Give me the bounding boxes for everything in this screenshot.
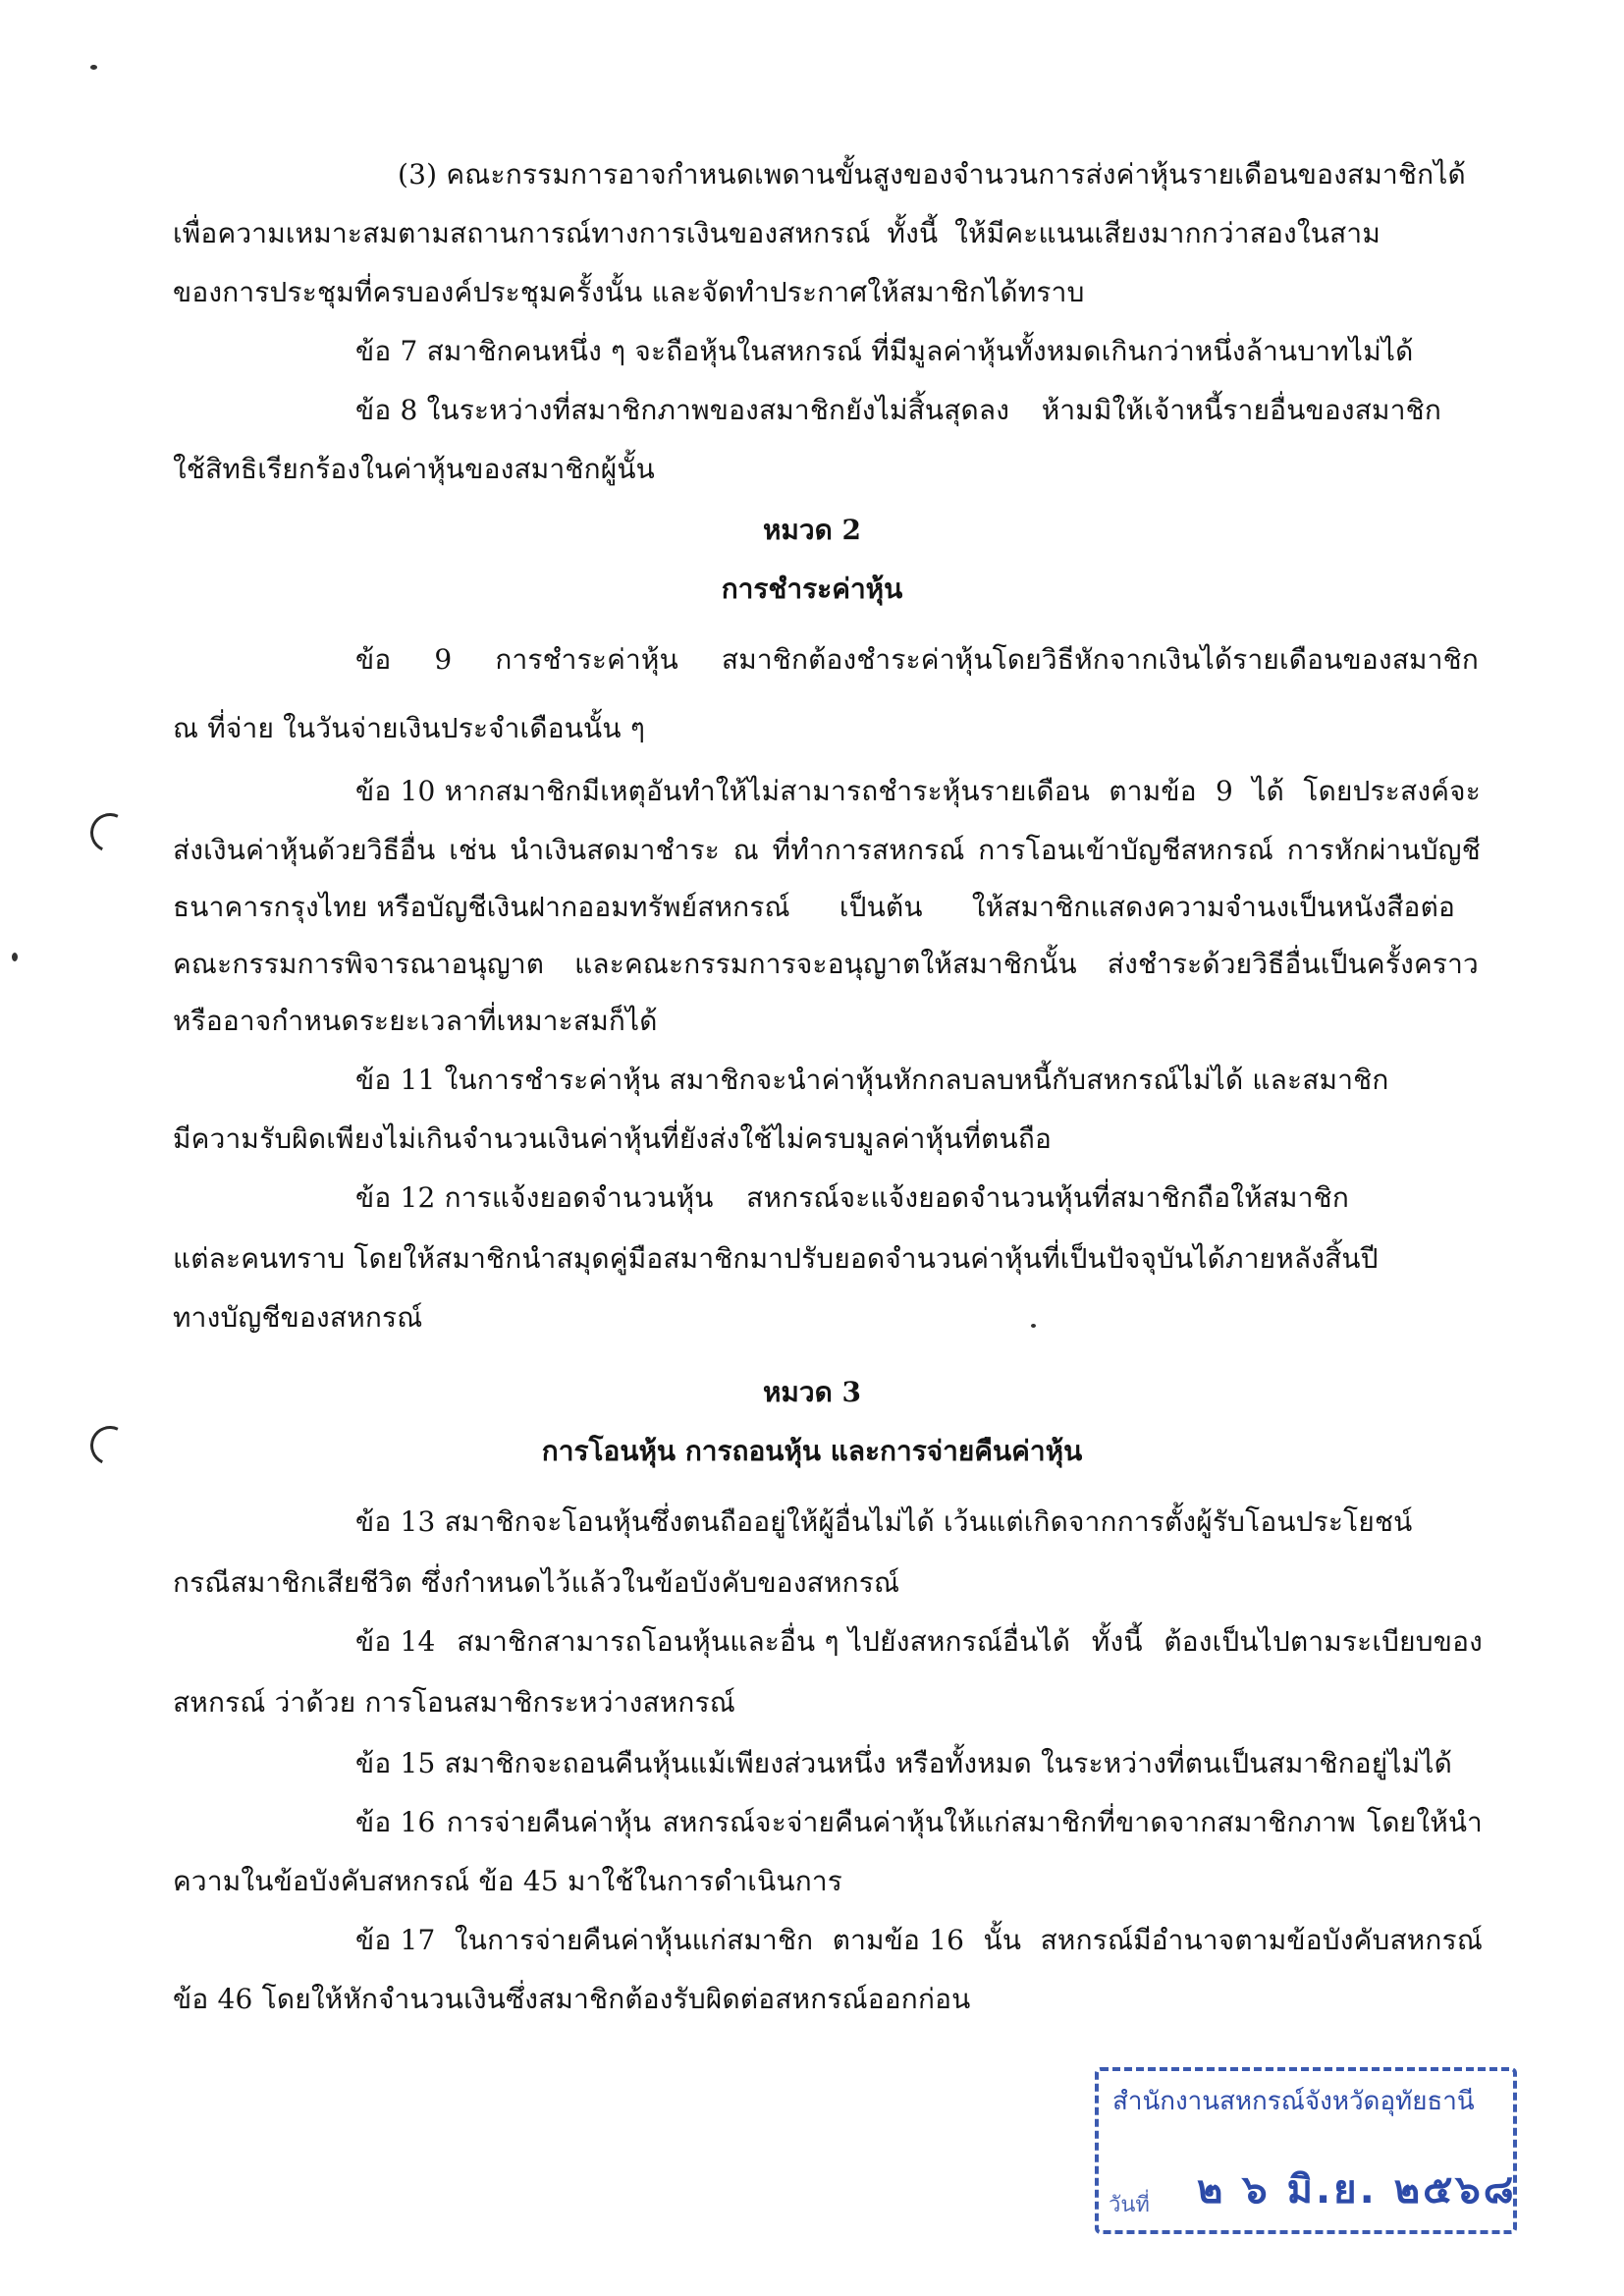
article-10-segment: เช่น — [449, 834, 497, 866]
para-7-3-segment: ให้มีคะแนนเสียงมากกว่าสองในสาม — [954, 217, 1380, 249]
article-10-line-5: หรืออาจกำหนดระยะเวลาที่เหมาะสมก็ได้ — [173, 1005, 658, 1037]
article-10-segment: ได้ — [1252, 775, 1285, 807]
article-8-line-1 — [355, 391, 1441, 430]
article-10-segment: และคณะกรรมการจะอนุญาตให้สมาชิกนั้น — [574, 948, 1077, 980]
article-8-segment: ข้อ 8 ในระหว่างที่สมาชิกภาพของสมาชิกยังไม่สิ้นสุดลง — [355, 394, 1010, 426]
article-9-line-2: ณ ที่จ่าย ในวันจ่ายเงินประจำเดือนนั้น ๆ — [173, 712, 646, 744]
chapter-3-number: หมวด 3 — [762, 1376, 862, 1408]
chapter-2-number: หมวด 2 — [762, 514, 862, 546]
article-17-segment: สหกรณ์มีอำนาจตามข้อบังคับสหกรณ์ — [1040, 1924, 1483, 1956]
article-10-line-3 — [173, 888, 1455, 927]
article-14-segment: ทั้งนี้ — [1091, 1625, 1143, 1658]
article-12-segment: ข้อ 12 การแจ้งยอดจำนวนหุ้น — [355, 1181, 714, 1214]
scan-speck — [12, 953, 18, 961]
article-12-segment: สหกรณ์จะแจ้งยอดจำนวนหุ้นที่สมาชิกถือให้สมาชิก — [746, 1181, 1349, 1214]
article-8-line-2: ใช้สิทธิเรียกร้องในค่าหุ้นของสมาชิกผู้นั้น — [173, 453, 656, 485]
scan-speck — [90, 65, 97, 70]
article-16-segment: โดยให้นำ — [1367, 1806, 1483, 1838]
article-14-segment: ข้อ 14 — [355, 1625, 436, 1658]
chapter-2-title: การชำระค่าหุ้น — [721, 573, 903, 605]
para-7-3-line-2 — [173, 214, 1380, 253]
article-17-line-1 — [355, 1921, 1483, 1960]
article-10-segment: การโอนเข้าบัญชีสหกรณ์ — [978, 834, 1273, 866]
stamp-office-name: สำนักงานสหกรณ์จังหวัดอุทัยธานี — [1112, 2087, 1475, 2116]
article-9-segment: 9 — [434, 643, 453, 676]
article-11-line-2: มีความรับผิดเพียงไม่เกินจำนวนเงินค่าหุ้นที่ยังส่งใช้ไม่ครบมูลค่าหุ้นที่ตนถือ — [173, 1122, 1053, 1155]
article-8-segment: ห้ามมิให้เจ้าหนี้รายอื่นของสมาชิก — [1041, 394, 1441, 426]
article-14-segment: สมาชิกสามารถโอนหุ้นและอื่น ๆ ไปยังสหกรณ์อื่นได้ — [457, 1625, 1071, 1658]
article-10-segment: ที่ทำการสหกรณ์ — [772, 834, 965, 866]
article-10-segment: เป็นต้น — [839, 891, 923, 923]
article-10-segment: ส่งชำระด้วยวิธีอื่นเป็นครั้งคราว — [1107, 948, 1479, 980]
article-10-segment: ให้สมาชิกแสดงความจำนงเป็นหนังสือต่อ — [971, 891, 1455, 923]
article-17-line-2: ข้อ 46 โดยให้หักจำนวนเงินซึ่งสมาชิกต้องรับผิดต่อสหกรณ์ออกก่อน — [173, 1983, 971, 2015]
para-7-3-segment: เพื่อความเหมาะสมตามสถานการณ์ทางการเงินของสหกรณ์ — [173, 217, 871, 249]
article-10-segment: การหักผ่านบัญชี — [1286, 834, 1481, 866]
article-17-segment: ข้อ 17 — [355, 1924, 436, 1956]
article-13-line-2: กรณีสมาชิกเสียชีวิต ซึ่งกำหนดไว้แล้วในข้อบังคับของสหกรณ์ — [173, 1566, 900, 1599]
article-12-line-1 — [355, 1178, 1349, 1218]
article-12-line-3: ทางบัญชีของสหกรณ์ — [173, 1301, 423, 1334]
article-10-segment: ตามข้อ — [1109, 775, 1197, 807]
article-10-segment: ณ — [732, 834, 759, 866]
article-17-segment: ตามข้อ 16 — [832, 1924, 965, 1956]
article-10-segment: โดยประสงค์จะ — [1303, 775, 1481, 807]
article-10-line-1 — [355, 772, 1481, 811]
article-16-segment: การจ่ายคืนค่าหุ้น — [446, 1806, 652, 1838]
punch-hole-icon — [84, 807, 135, 857]
article-14-segment: ต้องเป็นไปตามระเบียบของ — [1164, 1625, 1483, 1658]
article-10-segment: นำเงินสดมาชำระ — [510, 834, 720, 866]
para-7-3-segment: ทั้งนี้ — [887, 217, 939, 249]
article-9-segment: การชำระค่าหุ้น — [495, 643, 678, 676]
chapter-3-title: การโอนหุ้น การถอนหุ้น และการจ่ายคืนค่าหุ้น — [541, 1435, 1083, 1467]
article-9-segment: ข้อ — [355, 643, 392, 676]
stamp-date: ๒ ๖ มิ.ย. ๒๕๖๘ — [1197, 2167, 1517, 2213]
article-16-segment: สหกรณ์จะจ่ายคืนค่าหุ้นให้แก่สมาชิกที่ขาดจากสมาชิกภาพ — [662, 1806, 1356, 1838]
article-11-line-1: ข้อ 11 ในการชำระค่าหุ้น สมาชิกจะนำค่าหุ้นหักกลบลบหนี้กับสหกรณ์ไม่ได้ และสมาชิก — [355, 1064, 1389, 1096]
article-10-segment: คณะกรรมการพิจารณาอนุญาต — [173, 948, 545, 980]
article-10-line-4 — [173, 945, 1479, 984]
article-10-segment: 9 — [1216, 775, 1234, 807]
article-16-segment: ข้อ 16 — [355, 1806, 436, 1838]
received-stamp — [1095, 2067, 1517, 2234]
article-16-line-1 — [355, 1803, 1483, 1842]
stamp-date-prefix: วันที่ — [1109, 2193, 1150, 2217]
article-17-segment: นั้น — [983, 1924, 1022, 1956]
scan-speck — [1031, 1324, 1036, 1328]
para-7-3-line-3: ของการประชุมที่ครบองค์ประชุมครั้งนั้น และจัดทำประกาศให้สมาชิกได้ทราบ — [173, 276, 1085, 308]
article-14-line-2: สหกรณ์ ว่าด้วย การโอนสมาชิกระหว่างสหกรณ์ — [173, 1686, 735, 1719]
article-12-line-2: แต่ละคนทราบ โดยให้สมาชิกนำสมุดคู่มือสมาชิกมาปรับยอดจำนวนค่าหุ้นที่เป็นปัจจุบันได้ภายหลังสิ้นปี — [173, 1242, 1379, 1275]
para-7-3-line-1: (3) คณะกรรมการอาจกำหนดเพดานขั้นสูงของจำนวนการส่งค่าหุ้นรายเดือนของสมาชิกได้ — [398, 158, 1466, 191]
article-10-line-2 — [173, 831, 1481, 870]
article-16-line-2: ความในข้อบังคับสหกรณ์ ข้อ 45 มาใช้ในการดำเนินการ — [173, 1865, 843, 1897]
article-17-segment: ในการจ่ายคืนค่าหุ้นแก่สมาชิก — [454, 1924, 814, 1956]
article-13-line-1: ข้อ 13 สมาชิกจะโอนหุ้นซึ่งตนถืออยู่ให้ผู้อื่นไม่ได้ เว้นแต่เกิดจากการตั้งผู้รับโอนประโยชน์ — [355, 1505, 1413, 1538]
article-10-segment: ข้อ 10 หากสมาชิกมีเหตุอันทำให้ไม่สามารถชำระหุ้นรายเดือน — [355, 775, 1091, 807]
article-9-segment: สมาชิกต้องชำระค่าหุ้นโดยวิธีหักจากเงินได้รายเดือนของสมาชิก — [721, 643, 1479, 676]
article-14-line-1 — [355, 1622, 1483, 1662]
article-10-segment: ส่งเงินค่าหุ้นด้วยวิธีอื่น — [173, 834, 436, 866]
article-10-segment: ธนาคารกรุงไทย หรือบัญชีเงินฝากออมทรัพย์สหกรณ์ — [173, 891, 790, 923]
article-15: ข้อ 15 สมาชิกจะถอนคืนหุ้นแม้เพียงส่วนหนึ่ง หรือทั้งหมด ในระหว่างที่ตนเป็นสมาชิกอยู่ไม่ได้ — [355, 1747, 1452, 1779]
article-7: ข้อ 7 สมาชิกคนหนึ่ง ๆ จะถือหุ้นในสหกรณ์ ที่มีมูลค่าหุ้นทั้งหมดเกินกว่าหนึ่งล้านบาทไม่ได้ — [355, 335, 1414, 367]
article-9-line-1 — [355, 640, 1479, 680]
